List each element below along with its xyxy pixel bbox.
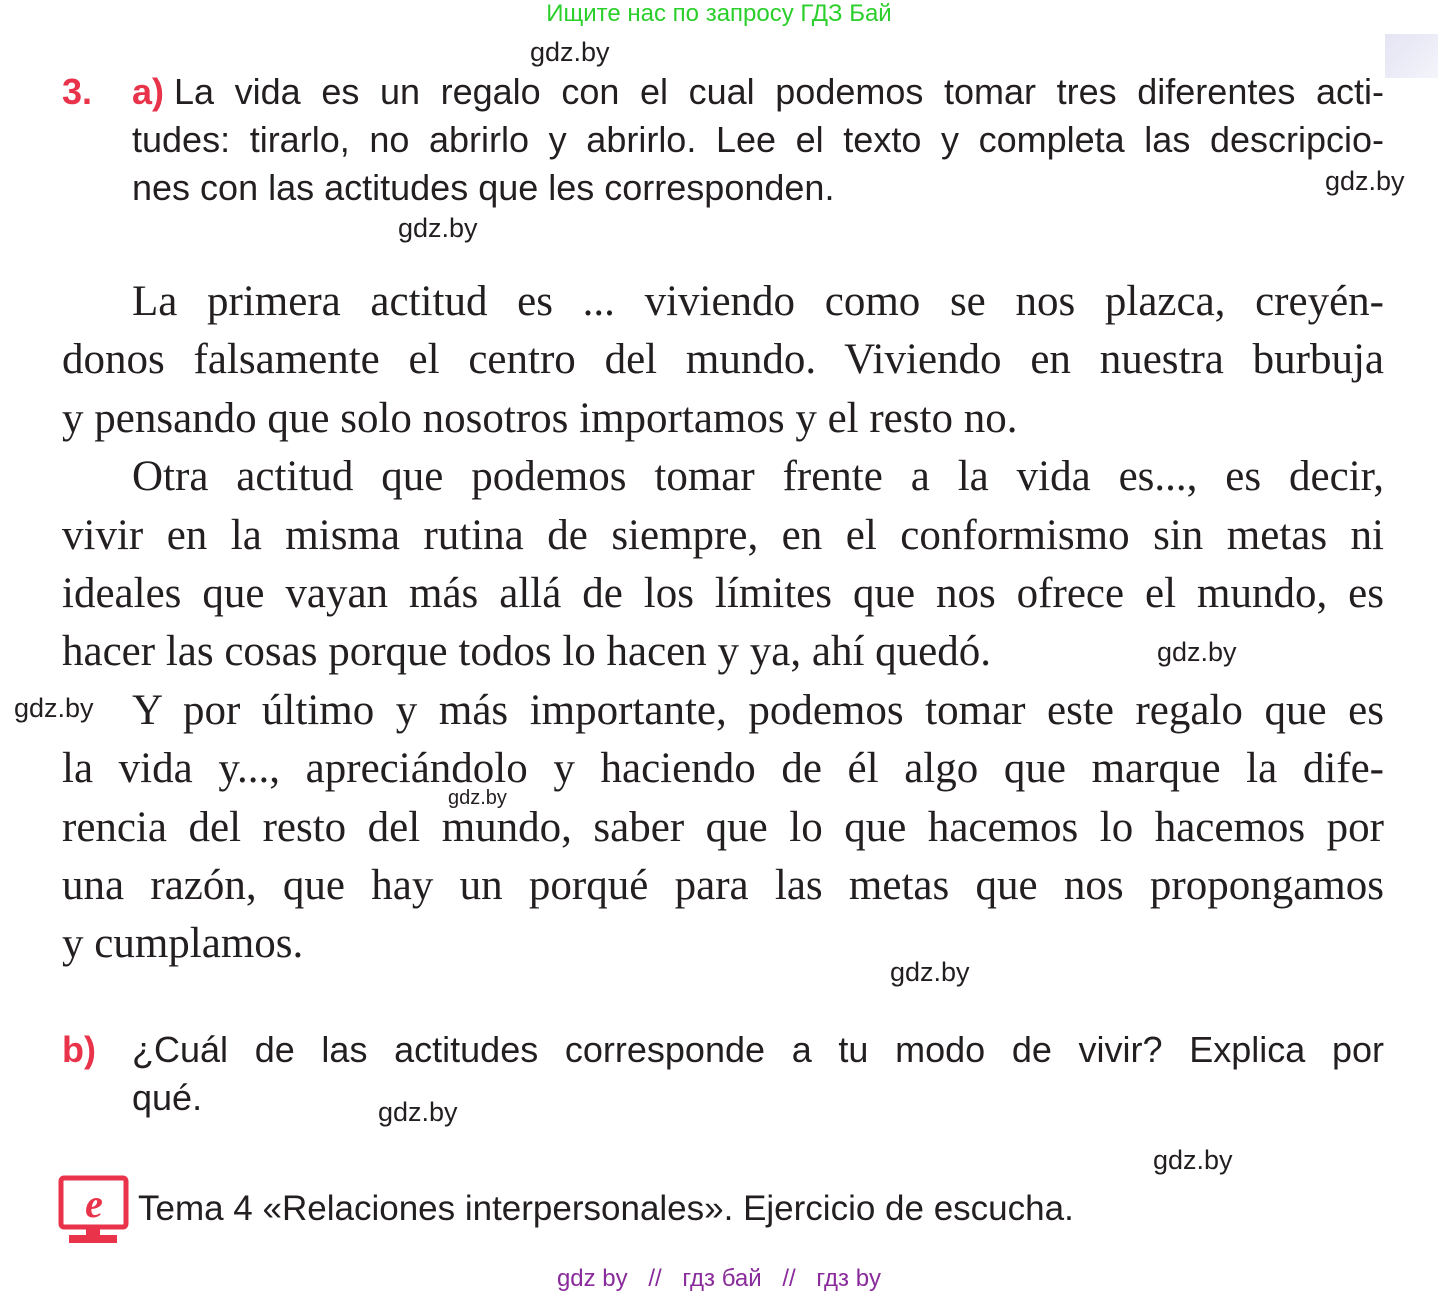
listening-exercise-link[interactable]: Tema 4 «Relaciones interpersonales». Ejercicio de escucha.	[138, 1189, 1074, 1228]
text-line: y pensando que solo nosotros importamos y el resto no.	[62, 394, 1018, 442]
text-line: una razón, que hay un porqué para las metas que nos propongamos	[62, 862, 1384, 910]
watermark: gdz.by	[1157, 637, 1237, 667]
text-line: y cumplamos.	[62, 920, 304, 968]
footer-separator: //	[648, 1265, 662, 1292]
monitor-e-icon	[58, 1175, 130, 1247]
text-line: donos falsamente el centro del mundo. Viviendo en nuestra burbuja	[62, 336, 1384, 384]
watermark: gdz.by	[378, 1097, 458, 1127]
footer-item: гдз бай	[682, 1265, 762, 1292]
text-line: Y por último y más importante, podemos tomar este regalo que es	[132, 686, 1384, 734]
icon-letter: e	[85, 1181, 103, 1226]
watermark: gdz.by	[14, 693, 94, 723]
watermark: gdz.by	[448, 787, 507, 809]
footer	[0, 1265, 1438, 1293]
text-line: ideales que vayan más allá de los límites que nos ofrece el mundo, es	[62, 570, 1384, 618]
watermark: gdz.by	[1153, 1145, 1233, 1175]
footer-item: гдз by	[816, 1265, 882, 1292]
corner-decoration	[1385, 34, 1438, 78]
watermark: gdz.by	[530, 37, 610, 67]
instruction-line: La vida es un regalo con el cual podemos tomar tres diferentes acti-	[174, 71, 1384, 112]
watermark: gdz.by	[890, 957, 970, 987]
exercise-number: 3.	[62, 71, 93, 112]
search-banner: Ищите нас по запросу ГДЗ Бай	[546, 0, 892, 27]
question-line: ¿Cuál de las actitudes corresponde a tu modo de vivir? Explica por	[132, 1029, 1384, 1070]
text-line: hacer las cosas porque todos lo hacen y ya, ahí quedó.	[62, 628, 991, 676]
text-line: La primera actitud es ... viviendo como se nos plazca, creyén-	[132, 278, 1384, 325]
text-line: vivir en la misma rutina de siempre, en el conformismo sin metas ni	[62, 511, 1384, 559]
text-line: rencia del resto del mundo, saber que lo que hacemos lo hacemos por	[62, 803, 1384, 851]
part-b-label: b)	[62, 1029, 96, 1070]
part-a-label: a)	[132, 71, 165, 112]
footer-item: gdz by	[556, 1265, 628, 1292]
reading-text	[62, 273, 1384, 974]
footer-separator: //	[782, 1265, 796, 1292]
text-line: Otra actitud que podemos tomar frente a la vida es..., es decir,	[132, 453, 1384, 501]
part-b-question	[132, 1026, 1384, 1122]
instruction-line: nes con las actitudes que les corresponden.	[132, 167, 835, 208]
text-line: la vida y..., apreciándolo y haciendo de él algo que marque la dife-	[62, 745, 1384, 793]
instruction-line: tudes: tirarlo, no abrirlo y abrirlo. Lee el texto y completa las descripcio-	[132, 119, 1384, 160]
question-line: qué.	[132, 1077, 203, 1118]
watermark: gdz.by	[1325, 166, 1405, 196]
watermark: gdz.by	[398, 213, 478, 243]
part-a-instructions	[132, 68, 1384, 212]
